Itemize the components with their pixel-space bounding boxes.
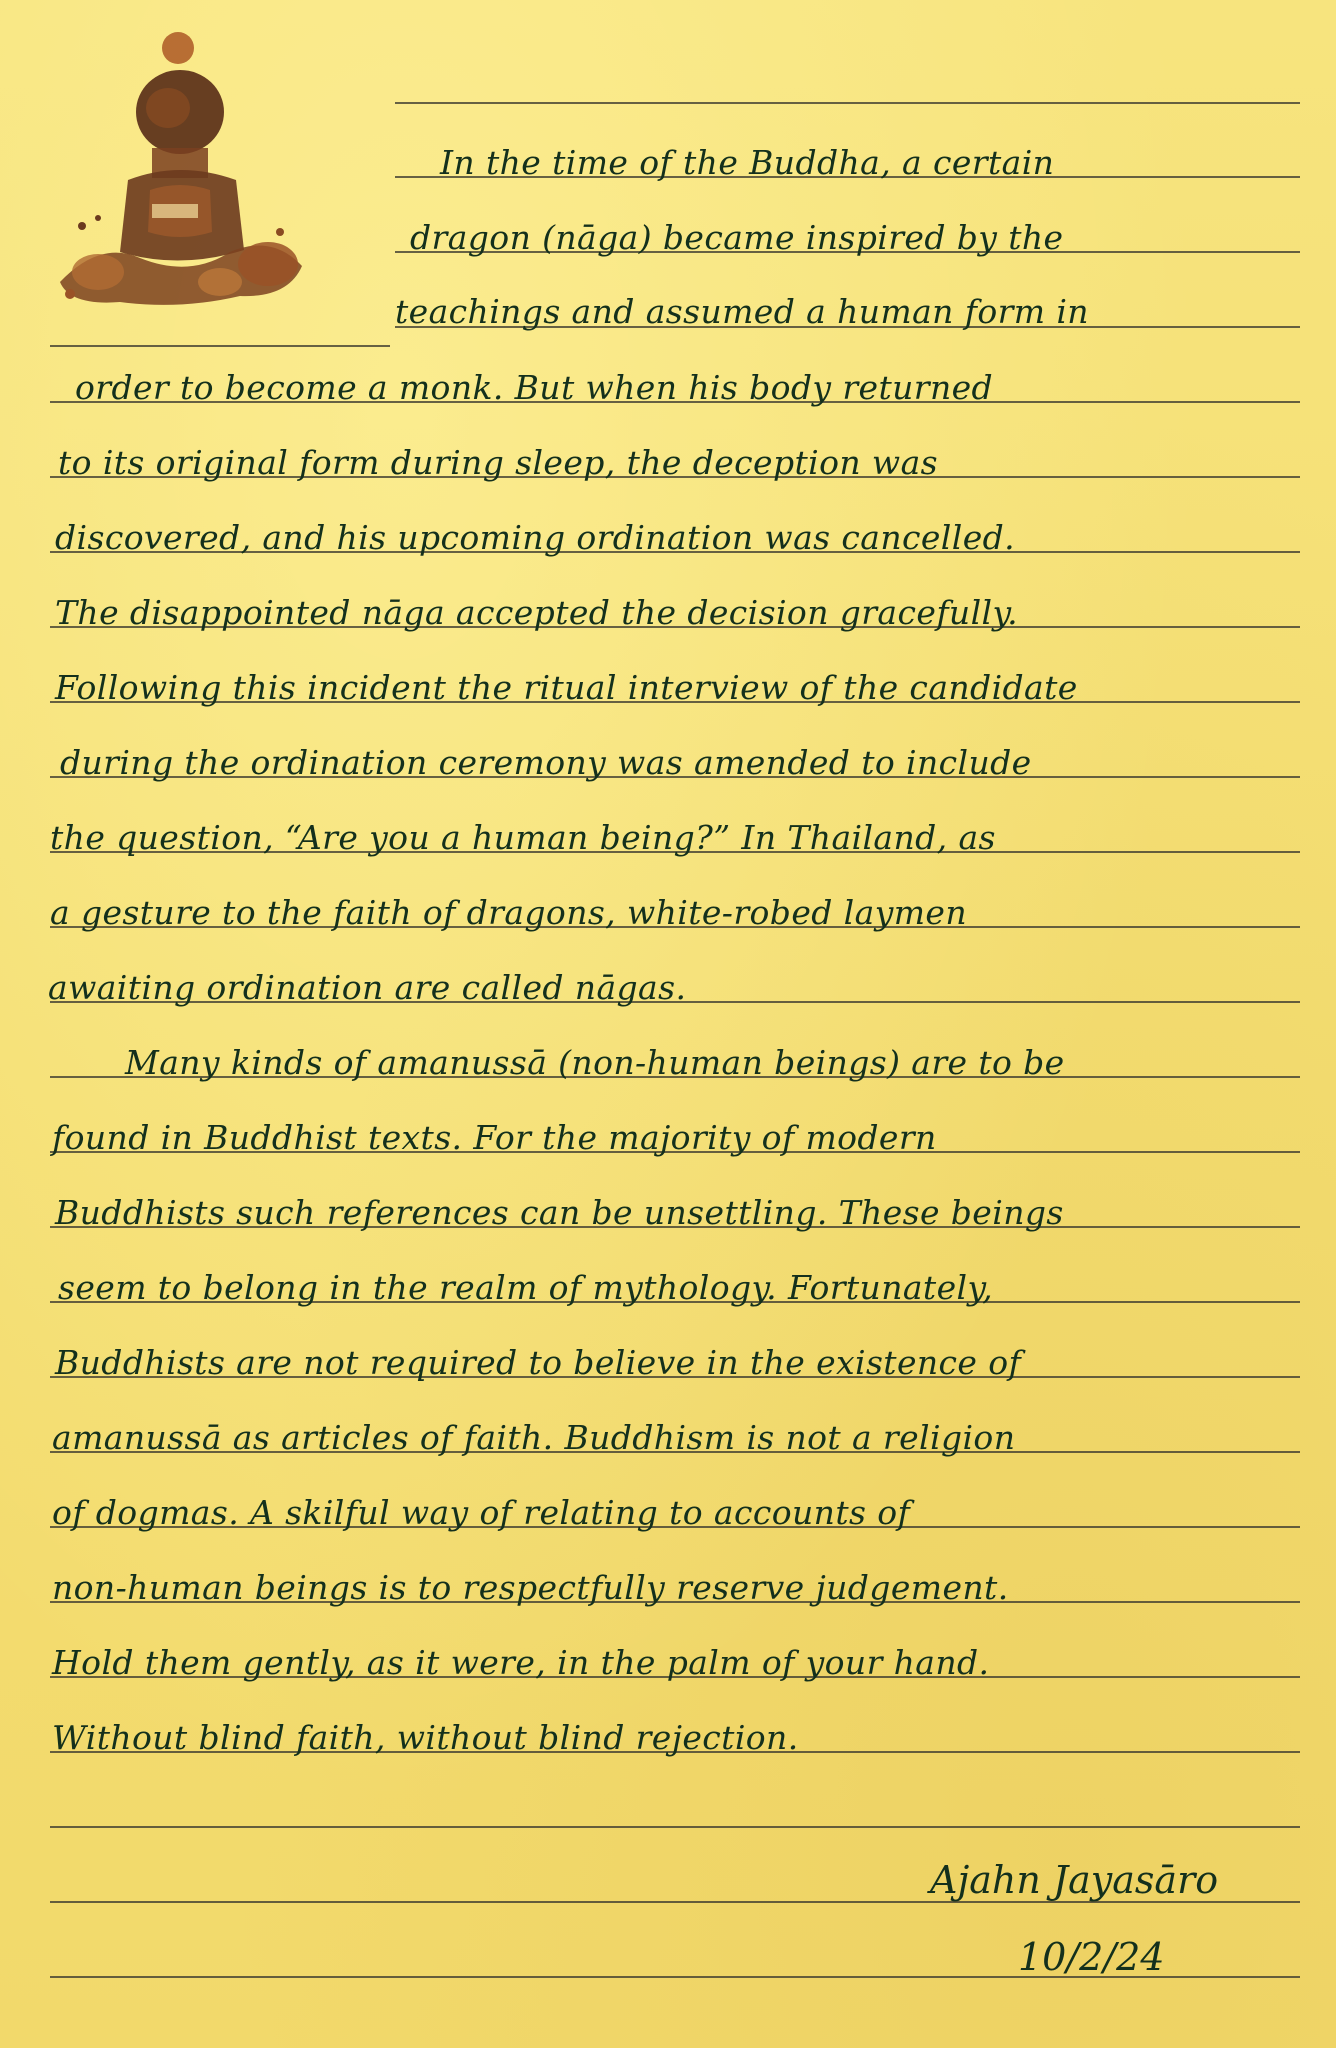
letter-line: during the ordination ceremony was amended to include <box>60 743 1032 782</box>
letter-line: dragon (nāga) became inspired by the <box>410 218 1064 257</box>
seated-monk-figure-icon <box>40 20 320 310</box>
letter-line: found in Buddhist texts. For the majority of modern <box>52 1118 937 1157</box>
letter-line: amanussā as articles of faith. Buddhism is not a religion <box>52 1418 1016 1457</box>
letter-line: Buddhists such references can be unsettling. These beings <box>55 1193 1064 1232</box>
letter-line: a gesture to the faith of dragons, white-robed laymen <box>50 893 968 932</box>
ruled-line <box>395 102 1300 104</box>
letter-line: Following this incident the ritual interview of the candidate <box>55 668 1078 707</box>
letter-line: awaiting ordination are called nāgas. <box>48 968 687 1007</box>
letter-line: to its original form during sleep, the deception was <box>58 443 938 482</box>
letter-line: Many kinds of amanussā (non-human beings) are to be <box>125 1043 1065 1082</box>
letter-line: In the time of the Buddha, a certain <box>440 143 1055 182</box>
letter-line: The disappointed nāga accepted the decision gracefully. <box>55 593 1019 632</box>
letter-line: teachings and assumed a human form in <box>395 292 1089 331</box>
letter-line: non-human beings is to respectfully reserve judgement. <box>52 1568 1009 1607</box>
letter-line: seem to belong in the realm of mythology. Fortunately, <box>58 1268 994 1307</box>
letter-date: 10/2/24 <box>1018 1935 1165 1979</box>
letter-line: Hold them gently, as it were, in the palm of your hand. <box>52 1643 990 1682</box>
ruled-line <box>50 1826 1300 1828</box>
letter-line: of dogmas. A skilful way of relating to accounts of <box>52 1493 911 1532</box>
letter-line: discovered, and his upcoming ordination was cancelled. <box>55 518 1016 557</box>
letter-line: the question, “Are you a human being?” In Thailand, as <box>50 818 996 857</box>
letter-line: order to become a monk. But when his body returned <box>75 368 994 407</box>
letter-line: Without blind faith, without blind rejection. <box>52 1718 799 1757</box>
signature: Ajahn Jayasāro <box>930 1858 1219 1902</box>
ruled-line <box>50 345 390 347</box>
letter-line: Buddhists are not required to believe in the existence of <box>55 1343 1022 1382</box>
